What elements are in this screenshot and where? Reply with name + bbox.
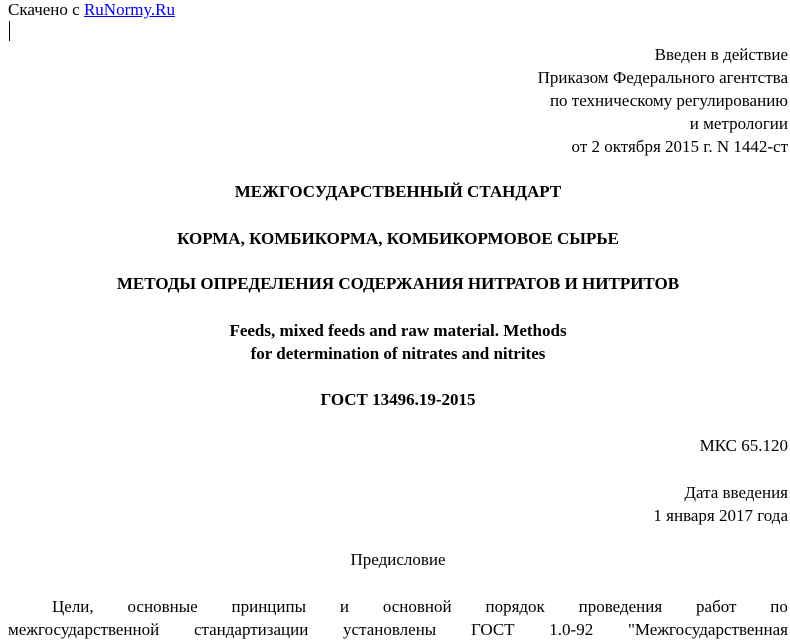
word: принципы — [231, 597, 307, 616]
document-subtitle: МЕТОДЫ ОПРЕДЕЛЕНИЯ СОДЕРЖАНИЯ НИТРАТОВ И НИТРИТОВ — [116, 274, 680, 293]
word: стандартизации — [193, 620, 309, 639]
word: установлены — [343, 620, 437, 639]
adoption-line: по техническому регулированию — [549, 91, 788, 110]
text-cursor — [9, 21, 10, 41]
word: порядок — [485, 597, 545, 616]
preface-paragraph — [8, 595, 788, 641]
adoption-line: Приказом Федерального агентства — [537, 68, 788, 87]
interstate-standard-heading: МЕЖГОСУДАРСТВЕННЫЙ СТАНДАРТ — [234, 182, 562, 201]
adoption-line: и метрологии — [689, 114, 788, 133]
english-title-line-1: Feeds, mixed feeds and raw material. Methods — [229, 321, 567, 340]
mks-code: МКС 65.120 — [699, 436, 788, 455]
word: основной — [382, 597, 452, 616]
source-prefix: Скачено с — [8, 0, 80, 19]
word: проведения — [578, 597, 663, 616]
document-title: КОРМА, КОМБИКОРМА, КОМБИКОРМОВОЕ СЫРЬЕ — [177, 229, 619, 248]
adoption-block — [538, 43, 788, 158]
word: основные — [127, 597, 198, 616]
word: Цели, — [52, 597, 94, 616]
english-title-line-2: for determination of nitrates and nitrites — [250, 344, 546, 363]
source-line — [8, 0, 175, 21]
paragraph-line-2 — [8, 618, 788, 641]
paragraph-line-1 — [8, 595, 788, 618]
word: 1.0-92 — [549, 620, 594, 639]
word: и — [339, 597, 349, 616]
adoption-line: от 2 октября 2015 г. N 1442-ст — [571, 137, 788, 156]
intro-date-label: Дата введения — [684, 483, 788, 502]
word: работ — [696, 597, 737, 616]
word: по — [770, 597, 788, 616]
word: "Межгосударственная — [627, 620, 788, 639]
preface-heading: Предисловие — [350, 550, 446, 569]
word: ГОСТ — [470, 620, 515, 639]
adoption-line: Введен в действие — [654, 45, 788, 64]
source-link[interactable]: RuNormy.Ru — [83, 0, 175, 19]
gost-code: ГОСТ 13496.19-2015 — [320, 390, 476, 409]
intro-date-value: 1 января 2017 года — [653, 506, 788, 525]
word: межгосударственной — [8, 620, 160, 639]
